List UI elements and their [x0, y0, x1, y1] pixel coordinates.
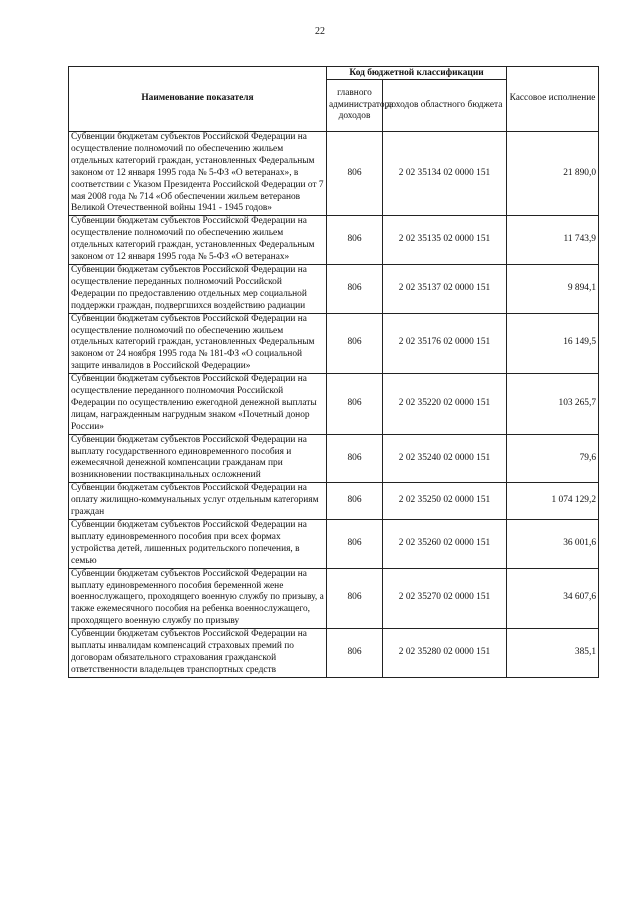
- row-name: Субвенции бюджетам субъектов Российской Федерации на оплату жилищно-коммунальных услуг отдельным категориям граждан: [69, 483, 327, 520]
- table-row: [69, 483, 599, 520]
- row-code: 2 02 35137 02 0000 151: [383, 264, 507, 313]
- row-amount: 36 001,6: [507, 520, 599, 569]
- row-amount: 385,1: [507, 629, 599, 678]
- row-amount: 103 265,7: [507, 374, 599, 435]
- row-name: Субвенции бюджетам субъектов Российской Федерации на осуществление полномочий по обеспечению жильем отдельных категорий граждан, установленных Федеральным законом от 12 января 1995 года № 5-ФЗ «О ветеранах», в соответствии с Указом Президента Российской Федерации от 7 мая 2008 года № 714 «Об обеспечении жильем ветеранов Великой Отечественной войны 1941 - 1945 годов»: [69, 132, 327, 216]
- row-admin: 806: [327, 629, 383, 678]
- row-code: 2 02 35260 02 0000 151: [383, 520, 507, 569]
- row-name: Субвенции бюджетам субъектов Российской Федерации на осуществление переданных полномочий Российской Федерации по предоставлению отдельных мер социальной поддержки граждан, подвергшихся воздействию радиации: [69, 264, 327, 313]
- budget-table: [68, 66, 599, 678]
- row-admin: 806: [327, 216, 383, 265]
- table-row: [69, 216, 599, 265]
- row-name: Субвенции бюджетам субъектов Российской Федерации на выплату единовременного пособия при всех формах устройства детей, лишенных родительского попечения, в семью: [69, 520, 327, 569]
- row-amount: 79,6: [507, 434, 599, 483]
- table-row: [69, 629, 599, 678]
- table-row: [69, 374, 599, 435]
- row-amount: 11 743,9: [507, 216, 599, 265]
- row-admin: 806: [327, 520, 383, 569]
- row-name: Субвенции бюджетам субъектов Российской Федерации на выплату единовременного пособия беременной жене военнослужащего, проходящего военную службу по призыву, а также ежемесячного пособия на ребенка военнослужащего, проходящего военную службу по призыву: [69, 568, 327, 629]
- header-name: Наименование показателя: [69, 67, 327, 132]
- table-row: [69, 434, 599, 483]
- row-code: 2 02 35240 02 0000 151: [383, 434, 507, 483]
- row-code: 2 02 35270 02 0000 151: [383, 568, 507, 629]
- table-row: [69, 568, 599, 629]
- header-code: доходов областного бюджета: [383, 80, 507, 132]
- row-admin: 806: [327, 264, 383, 313]
- header-admin: главного администратора доходов: [327, 80, 383, 132]
- row-name: Субвенции бюджетам субъектов Российской Федерации на выплаты инвалидам компенсаций страховых премий по договорам обязательного страхования гражданской ответственности владельцев транспортных средств: [69, 629, 327, 678]
- table-row: [69, 264, 599, 313]
- row-amount: 1 074 129,2: [507, 483, 599, 520]
- table-body: [69, 132, 599, 678]
- row-admin: 806: [327, 313, 383, 374]
- table-row: [69, 313, 599, 374]
- row-code: 2 02 35135 02 0000 151: [383, 216, 507, 265]
- row-admin: 806: [327, 132, 383, 216]
- row-code: 2 02 35280 02 0000 151: [383, 629, 507, 678]
- row-admin: 806: [327, 434, 383, 483]
- row-amount: 34 607,6: [507, 568, 599, 629]
- table-row: [69, 132, 599, 216]
- row-admin: 806: [327, 483, 383, 520]
- row-admin: 806: [327, 568, 383, 629]
- row-name: Субвенции бюджетам субъектов Российской Федерации на выплату государственного единовременного пособия и ежемесячной денежной компенсации гражданам при возникновении поствакцинальных осложнений: [69, 434, 327, 483]
- row-amount: 16 149,5: [507, 313, 599, 374]
- row-name: Субвенции бюджетам субъектов Российской Федерации на осуществление полномочий по обеспечению жильем отдельных категорий граждан, установленных Федеральным законом от 12 января 1995 года № 5-ФЗ «О ветеранах»: [69, 216, 327, 265]
- table-header: [69, 67, 599, 132]
- row-code: 2 02 35134 02 0000 151: [383, 132, 507, 216]
- row-admin: 806: [327, 374, 383, 435]
- row-code: 2 02 35176 02 0000 151: [383, 313, 507, 374]
- table-row: [69, 520, 599, 569]
- row-amount: 21 890,0: [507, 132, 599, 216]
- row-code: 2 02 35250 02 0000 151: [383, 483, 507, 520]
- page-number: 22: [315, 26, 325, 37]
- row-name: Субвенции бюджетам субъектов Российской Федерации на осуществление переданного полномочия Российской Федерации по осуществлению ежегодной денежной выплаты лицам, награжденным нагрудным знаком «Почетный донор России»: [69, 374, 327, 435]
- header-budget-classification: Код бюджетной классификации: [327, 67, 507, 80]
- header-amount: Кассовое исполнение: [507, 67, 599, 132]
- row-amount: 9 894,1: [507, 264, 599, 313]
- row-code: 2 02 35220 02 0000 151: [383, 374, 507, 435]
- row-name: Субвенции бюджетам субъектов Российской Федерации на осуществление полномочий по обеспечению жильем отдельных категорий граждан, установленных Федеральным законом от 24 ноября 1995 года № 181-ФЗ «О социальной защите инвалидов в Российской Федерации»: [69, 313, 327, 374]
